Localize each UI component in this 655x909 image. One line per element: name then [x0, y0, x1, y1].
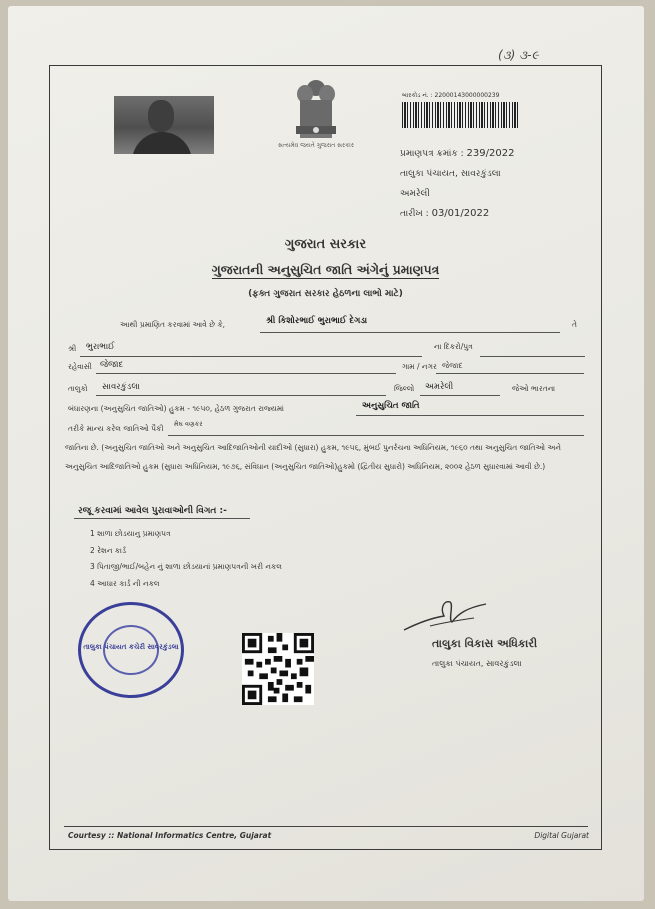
certify-label: આથી પ્રમાણિત કરવામાં આવે છે કે,: [120, 320, 226, 329]
cert-no-label: પ્રમાણપત્ર ક્રમાંક :: [400, 149, 464, 159]
cert-no: 239/2022: [466, 148, 515, 159]
resident-value: જેજાદ: [100, 360, 124, 370]
holder-name: શ્રી કિશોરભાઈ ભુરાભાઈ દેગડા: [266, 316, 368, 326]
resident-label: રહેવાસી: [68, 362, 92, 371]
issue-date: 03/01/2022: [431, 208, 490, 219]
officer-office: તાલુકા પંચાયત, સાવરકુંડલા: [432, 659, 522, 668]
certificate-subtitle: (ફક્ત ગુજરાત સરકાર હેઠળના લાભો માટે): [248, 289, 403, 299]
government-heading: ગુજરાત સરકાર: [284, 237, 367, 252]
certificate-frame: [49, 65, 602, 850]
te-label: તે: [572, 320, 577, 329]
document-item: 3 પિતાજી/ભાઈ/બહેન નું શાળા છોડયાનાં પ્રમાણપત્રની ખરી નકલ: [90, 562, 282, 571]
issuing-district: અમરેલી: [400, 189, 430, 199]
document-item: 2 રેશન કાર્ડ: [90, 545, 127, 555]
shri-label: શ્રી: [68, 344, 77, 353]
taluka-value: સાવરકુંડલા: [102, 382, 140, 392]
documents-list: [90, 526, 282, 592]
certificate-title: ગુજરાતની અનુસુચિત જાતિ અંગેનું પ્રમાણપત્ર: [211, 262, 440, 277]
constitution-text: બંધારણના (અનુસુચિત જાતિઓ) હુકમ - ૧૯૫૦, હેઠળ ગુજરાત રાજ્યમાં: [68, 404, 284, 413]
date-label: તારીખ :: [400, 209, 429, 219]
legal-paragraph: જાતિના છે. (અનુસુચિત જાતિઓ અને અનુસુચિત આદિજાતિઓની યાદીઓ (સુધારા) હુકમ, ૧૯૫૬, મુંબઈ પુનર્રચના અધિનિયમ, ૧૯૬૦ તથા અનુસુચિત જાતિઓ અને અનુસુચિત આદિજાતિઓ હુકમ (સુધારા અધિનિયમ, ૧૯૭૬, સંવિધાન (અનુસુચિત જાતિઓ)હુકમો (દ્વિતીય સુધારો) અધિનિયમ, ૨૦૦૨ હેઠળ સુધારવામાં આવી છે.): [65, 443, 561, 471]
official-stamp: [78, 602, 184, 698]
certificate-meta: [400, 144, 514, 224]
son-of-label: ના દિકરો/પુત્ર: [434, 342, 473, 351]
caste-category: અનુસુચિત જાતિ: [362, 401, 420, 411]
barcode-number: બારકોડ નં. : 22000143000000239: [402, 92, 500, 99]
officer-signature: [400, 596, 490, 636]
footer-brand: Digital Gujarat: [534, 831, 589, 840]
document-item: 1 શાળા છોડયાનુ પ્રમાણપત્ર: [90, 529, 171, 538]
district-label: જિલ્લો: [394, 384, 415, 393]
document-item: 4 આધાર કાર્ડ ની નકલ: [90, 578, 160, 588]
documents-heading: રજૂ કરવામાં આવેલ પુરાવાઓની વિગત :-: [78, 506, 227, 516]
barcode: [402, 102, 518, 128]
certificate-sheet: [8, 6, 644, 901]
taluka-label: તાલુકો: [68, 384, 88, 393]
village-value: જેજાદ: [442, 361, 463, 370]
stamp-text: તાલુકા પંચાયત કચેરી સાવરકુંડલા: [83, 643, 179, 651]
state-suffix: જેઓ ભારતના: [512, 384, 556, 393]
handwritten-note: (૩) ૩-૯: [498, 48, 539, 62]
village-label: ગામ / નગર: [402, 362, 437, 371]
district-value: અમરેલી: [425, 382, 454, 392]
barcode-block: [402, 92, 532, 128]
applicant-photo: [114, 96, 214, 154]
footer-courtesy: Courtesy :: National Informatics Centre, Gujarat: [68, 831, 272, 840]
officer-title: તાલુકા વિકાસ અધિકારી: [432, 637, 538, 650]
recognized-label: તરીકે માન્ય કરેલ જાતિઓ પૈકી: [68, 424, 164, 433]
qr-code-icon: [242, 633, 314, 705]
father-name: ભુરાભાઈ: [86, 342, 115, 352]
caste-value: મેઘ વણકર: [174, 420, 203, 428]
emblem-caption: સત્યમેવ જયતે ગુજરાત સરકાર: [278, 142, 354, 149]
issuing-office: તાલુકા પંચાયત, સાવરકુંડલા: [400, 169, 501, 179]
